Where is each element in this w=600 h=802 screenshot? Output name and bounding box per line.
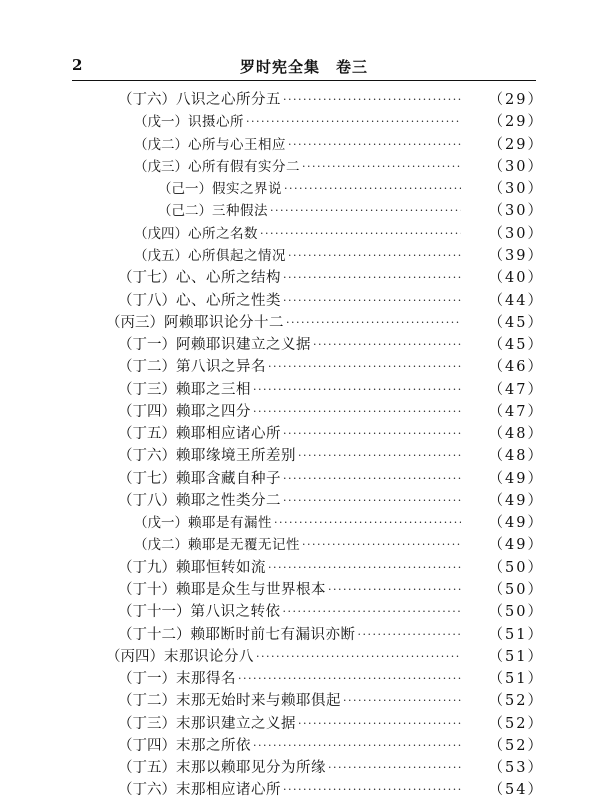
toc-entry[interactable] xyxy=(0,134,600,156)
toc-entry-label xyxy=(134,111,244,133)
toc-entry-number: （丁六） xyxy=(118,92,176,109)
toc-entry-page: （54） xyxy=(488,782,544,799)
toc-entry-page: （30） xyxy=(488,181,544,198)
toc-dot-leader xyxy=(283,290,461,312)
toc-entry[interactable] xyxy=(0,668,600,690)
toc-entry-number: （丁八） xyxy=(118,492,176,509)
toc-dot-leader xyxy=(256,646,461,668)
toc-entry-number: （丁六） xyxy=(118,448,176,465)
toc-dot-leader xyxy=(283,490,461,512)
toc-entry-title: 末那无始时来与赖耶俱起 xyxy=(176,693,341,710)
toc-entry[interactable] xyxy=(0,779,600,801)
table-of-contents xyxy=(0,89,600,802)
toc-entry-page: （52） xyxy=(488,693,544,710)
toc-entry-label xyxy=(118,356,266,378)
toc-entry-title: 心所与心王相应 xyxy=(188,136,286,153)
toc-entry[interactable] xyxy=(0,356,600,378)
toc-entry-title: 末那相应诸心所 xyxy=(176,782,281,799)
toc-entry-label xyxy=(134,156,300,178)
toc-entry-number: （戊一） xyxy=(134,114,188,131)
toc-entry-number: （丁一） xyxy=(118,671,176,688)
toc-entry-page: （50） xyxy=(488,559,544,576)
toc-entry-page: （49） xyxy=(488,515,544,532)
toc-entry[interactable] xyxy=(0,735,600,757)
toc-entry-number: （戊一） xyxy=(134,515,188,532)
toc-entry[interactable] xyxy=(0,445,600,467)
toc-entry-title: 末那以赖耶见分为所缘 xyxy=(176,760,326,777)
toc-entry-title: 赖耶含藏自种子 xyxy=(176,470,281,487)
toc-entry-page: （29） xyxy=(488,92,544,109)
toc-entry-label xyxy=(106,646,254,668)
toc-entry[interactable] xyxy=(0,468,600,490)
toc-entry-page: （44） xyxy=(488,292,544,309)
toc-dot-leader xyxy=(288,134,461,156)
toc-entry-title: 赖耶是有漏性 xyxy=(188,515,272,532)
toc-dot-leader xyxy=(302,156,461,178)
toc-entry[interactable] xyxy=(0,245,600,267)
toc-entry-number: （戊四） xyxy=(134,225,188,242)
toc-dot-leader xyxy=(283,89,461,111)
toc-entry[interactable] xyxy=(0,289,600,311)
toc-entry-number: （丁一） xyxy=(118,337,176,354)
toc-entry-page: （49） xyxy=(488,537,544,554)
toc-entry-number: （戊五） xyxy=(134,247,188,264)
toc-dot-leader xyxy=(260,223,461,245)
toc-entry-label xyxy=(134,134,286,156)
toc-dot-leader xyxy=(238,668,461,690)
toc-entry-title: 末那之所依 xyxy=(176,737,251,754)
toc-entry-number: （戊二） xyxy=(134,537,188,554)
toc-entry[interactable] xyxy=(0,557,600,579)
toc-entry-page: （29） xyxy=(488,136,544,153)
toc-entry-label xyxy=(118,668,236,690)
toc-entry-number: （丁六） xyxy=(118,782,176,799)
toc-dot-leader xyxy=(313,334,461,356)
toc-entry-title: 心所之名数 xyxy=(188,225,258,242)
toc-entry-title: 末那得名 xyxy=(176,671,236,688)
toc-dot-leader xyxy=(283,423,461,445)
toc-entry-number: （戊三） xyxy=(134,158,188,175)
toc-entry-number: （丁二） xyxy=(118,693,176,710)
toc-dot-leader xyxy=(253,401,461,423)
toc-entry-title: 假实之界说 xyxy=(212,181,282,198)
toc-entry-title: 三种假法 xyxy=(212,203,268,220)
toc-entry[interactable] xyxy=(0,378,600,400)
toc-entry-label xyxy=(118,713,296,735)
toc-entry-title: 识摄心所 xyxy=(188,114,244,131)
toc-entry-page: （39） xyxy=(488,247,544,264)
toc-entry-page: （30） xyxy=(488,158,544,175)
toc-entry-title: 赖耶是无覆无记性 xyxy=(188,537,300,554)
toc-entry-title: 阿赖耶识论分十二 xyxy=(164,314,284,331)
toc-entry-number: （丁二） xyxy=(118,359,176,376)
toc-entry-title: 赖耶之性类分二 xyxy=(176,492,281,509)
toc-entry[interactable] xyxy=(0,178,600,200)
toc-entry-title: 心所俱起之情况 xyxy=(188,247,286,264)
toc-entry[interactable] xyxy=(0,223,600,245)
toc-entry-page: （53） xyxy=(488,760,544,777)
toc-entry-title: 八识之心所分五 xyxy=(176,92,281,109)
toc-entry-title: 第八识之转依 xyxy=(190,604,281,621)
toc-entry-label xyxy=(134,534,300,556)
toc-entry-number: （丁十） xyxy=(118,581,176,598)
toc-entry-title: 阿赖耶识建立之义据 xyxy=(176,337,311,354)
toc-entry-label xyxy=(106,312,284,334)
toc-entry-page: （50） xyxy=(488,604,544,621)
toc-entry-number: （己二） xyxy=(158,203,212,220)
toc-entry-page: （51） xyxy=(488,626,544,643)
running-title: 罗时宪全集 卷三 xyxy=(239,58,368,76)
toc-entry[interactable] xyxy=(0,89,600,111)
toc-entry-page: （51） xyxy=(488,648,544,665)
toc-dot-leader xyxy=(286,312,461,334)
toc-entry-label xyxy=(118,779,281,801)
toc-dot-leader xyxy=(253,379,461,401)
toc-entry-label xyxy=(118,334,311,356)
toc-entry[interactable] xyxy=(0,690,600,712)
toc-entry-page: （52） xyxy=(488,715,544,732)
toc-entry-title: 末那识建立之义据 xyxy=(176,715,296,732)
toc-entry-number: （戊二） xyxy=(134,136,188,153)
toc-entry[interactable] xyxy=(0,757,600,779)
toc-entry[interactable] xyxy=(0,401,600,423)
toc-entry-page: （50） xyxy=(488,581,544,598)
toc-entry[interactable] xyxy=(0,579,600,601)
toc-entry-number: （丁八） xyxy=(118,292,176,309)
toc-entry-label xyxy=(134,512,272,534)
toc-entry-label xyxy=(158,178,282,200)
toc-entry[interactable] xyxy=(0,111,600,133)
toc-entry-number: （己一） xyxy=(158,181,212,198)
toc-entry-title: 末那识论分八 xyxy=(164,648,254,665)
toc-entry-title: 心所有假有实分二 xyxy=(188,158,300,175)
toc-entry-label xyxy=(134,223,258,245)
toc-entry[interactable] xyxy=(0,512,600,534)
toc-entry-number: （丁七） xyxy=(118,470,176,487)
toc-entry[interactable] xyxy=(0,267,600,289)
toc-entry-label xyxy=(134,245,286,267)
toc-entry-title: 赖耶缘境王所差别 xyxy=(176,448,296,465)
toc-dot-leader xyxy=(283,601,462,623)
toc-entry-label xyxy=(118,423,281,445)
toc-entry-title: 第八识之异名 xyxy=(176,359,266,376)
toc-entry-number: （丙三） xyxy=(106,314,164,331)
toc-entry-label xyxy=(118,490,281,512)
toc-entry-page: （45） xyxy=(488,314,544,331)
toc-entry-number: （丁四） xyxy=(118,403,176,420)
toc-entry-label xyxy=(158,200,268,222)
toc-entry[interactable] xyxy=(0,623,600,645)
toc-entry-label xyxy=(118,89,281,111)
toc-entry-title: 心、心所之结构 xyxy=(176,270,281,287)
toc-entry[interactable] xyxy=(0,601,600,623)
toc-dot-leader xyxy=(268,356,461,378)
toc-dot-leader xyxy=(283,468,461,490)
toc-entry-page: （30） xyxy=(488,203,544,220)
toc-dot-leader xyxy=(302,534,461,556)
toc-entry-page: （47） xyxy=(488,403,544,420)
toc-entry-title: 赖耶相应诸心所 xyxy=(176,426,281,443)
toc-entry-page: （30） xyxy=(488,225,544,242)
toc-dot-leader xyxy=(328,579,461,601)
toc-entry-label xyxy=(118,579,326,601)
toc-dot-leader xyxy=(298,713,461,735)
toc-entry-page: （49） xyxy=(488,470,544,487)
toc-entry-title: 赖耶恒转如流 xyxy=(176,559,266,576)
toc-entry-number: （丁九） xyxy=(118,559,176,576)
toc-entry-title: 赖耶断时前七有漏识亦断 xyxy=(190,626,356,643)
toc-entry-page: （46） xyxy=(488,359,544,376)
toc-entry-label xyxy=(118,735,251,757)
toc-dot-leader xyxy=(358,624,462,646)
toc-entry-title: 赖耶之三相 xyxy=(176,381,251,398)
toc-entry-label xyxy=(118,690,341,712)
toc-entry-page: （52） xyxy=(488,737,544,754)
toc-entry-label xyxy=(118,445,296,467)
toc-entry-label xyxy=(118,757,326,779)
toc-entry-number: （丁五） xyxy=(118,760,176,777)
toc-entry-title: 赖耶之四分 xyxy=(176,403,251,420)
toc-entry-label xyxy=(118,401,251,423)
toc-entry-page: （45） xyxy=(488,337,544,354)
toc-entry[interactable] xyxy=(0,534,600,556)
toc-entry-number: （丁四） xyxy=(118,737,176,754)
toc-entry-number: （丁三） xyxy=(118,715,176,732)
toc-dot-leader xyxy=(268,557,461,579)
toc-dot-leader xyxy=(246,111,461,133)
toc-entry-page: （51） xyxy=(488,671,544,688)
toc-dot-leader xyxy=(298,445,461,467)
page-header xyxy=(72,54,536,78)
toc-entry-title: 赖耶是众生与世界根本 xyxy=(176,581,326,598)
toc-dot-leader xyxy=(274,512,461,534)
toc-entry-number: （丁七） xyxy=(118,270,176,287)
toc-dot-leader xyxy=(328,757,461,779)
toc-dot-leader xyxy=(283,779,461,801)
toc-entry-label xyxy=(118,557,266,579)
toc-entry-label xyxy=(118,290,281,312)
page-number: 2 xyxy=(72,56,83,74)
toc-entry-page: （40） xyxy=(488,270,544,287)
toc-entry-label xyxy=(118,267,281,289)
toc-entry-label xyxy=(118,624,356,646)
toc-entry-number: （丁三） xyxy=(118,381,176,398)
toc-dot-leader xyxy=(283,267,461,289)
toc-entry-page: （49） xyxy=(488,492,544,509)
toc-dot-leader xyxy=(343,690,461,712)
toc-entry-page: （47） xyxy=(488,381,544,398)
toc-entry-page: （48） xyxy=(488,448,544,465)
toc-entry-label xyxy=(118,468,281,490)
toc-entry[interactable] xyxy=(0,156,600,178)
toc-entry-number: （丁五） xyxy=(118,426,176,443)
toc-entry[interactable] xyxy=(0,646,600,668)
toc-entry-number: （丙四） xyxy=(106,648,164,665)
toc-entry[interactable] xyxy=(0,490,600,512)
toc-entry[interactable] xyxy=(0,312,600,334)
toc-entry-page: （48） xyxy=(488,426,544,443)
toc-entry[interactable] xyxy=(0,200,600,222)
toc-entry-label xyxy=(118,601,281,623)
toc-entry[interactable] xyxy=(0,712,600,734)
toc-dot-leader xyxy=(288,245,461,267)
header-rule xyxy=(72,80,536,81)
toc-entry-title: 心、心所之性类 xyxy=(176,292,281,309)
toc-entry-number: （丁十一） xyxy=(118,604,191,621)
toc-entry-label xyxy=(118,379,251,401)
toc-entry-number: （丁十二） xyxy=(118,626,191,643)
toc-dot-leader xyxy=(284,178,461,200)
toc-entry-page: （29） xyxy=(488,114,544,131)
toc-dot-leader xyxy=(253,735,461,757)
toc-dot-leader xyxy=(270,200,461,222)
toc-entry[interactable] xyxy=(0,423,600,445)
toc-entry[interactable] xyxy=(0,334,600,356)
